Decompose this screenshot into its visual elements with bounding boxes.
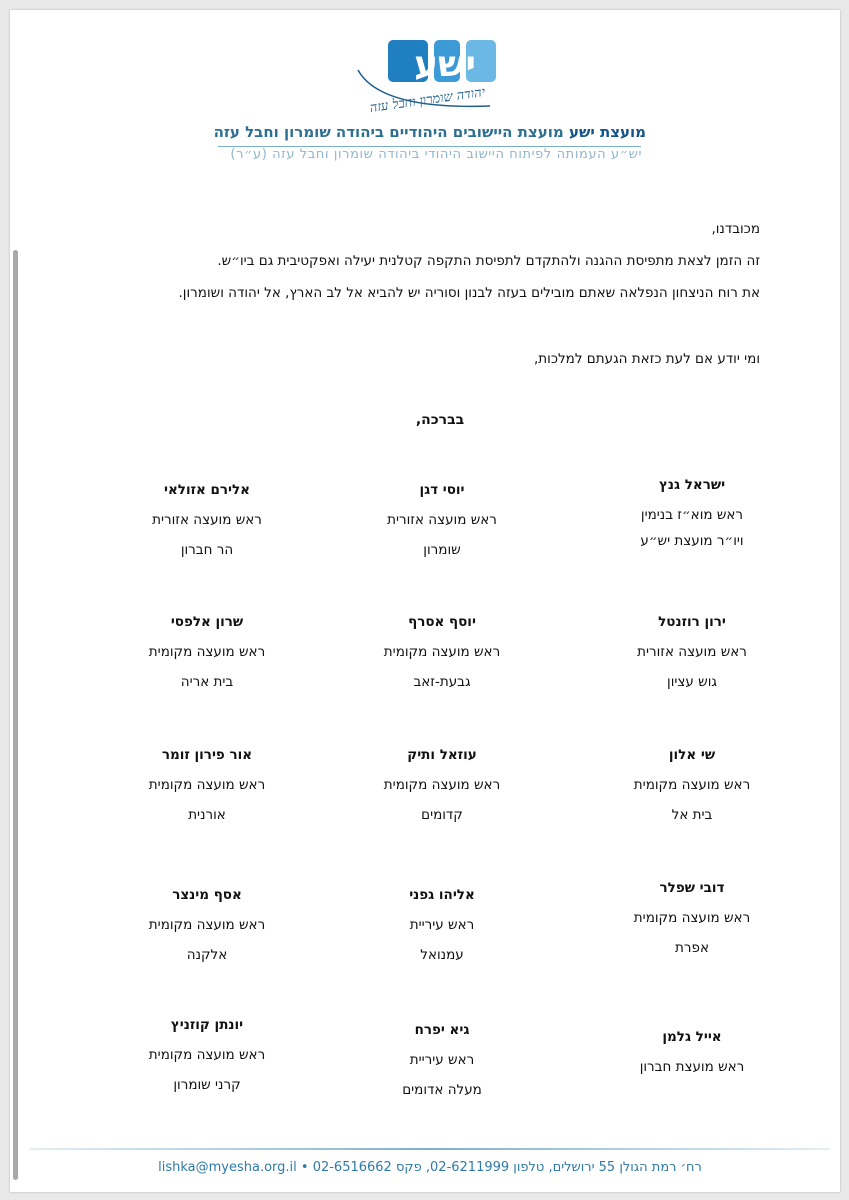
signatory-role: ראש מועצה מקומית: [633, 777, 751, 793]
signatory-role: ראש מועצה מקומית: [383, 644, 501, 660]
signature-block: [342, 885, 542, 965]
signatory-place: מעלה אדומים: [402, 1082, 482, 1098]
signatory-name: שרון אלפסי: [170, 614, 244, 630]
org-brand: מועצת ישע: [568, 123, 646, 141]
signature-block: [107, 1015, 307, 1095]
footer-divider: [30, 1148, 830, 1150]
paragraph-3: ומי יודע אם לעת כזאת הגעתם למלכות,: [534, 351, 760, 367]
signatory-place: קרני שומרון: [173, 1077, 241, 1093]
signatory-name: אליהו גפני: [409, 887, 475, 903]
footer-contact: רח׳ רמת הגולן 55 ירושלים, טלפון 02-6211999, פקס 02-6516662 • lishka@myesha.org.il: [158, 1160, 702, 1175]
signatory-place: אורנית: [188, 807, 226, 823]
signatory-place: שומרון: [423, 542, 461, 558]
signatory-name: שי אלון: [668, 747, 716, 763]
signatory-name: דובי שפלר: [659, 880, 725, 896]
signatory-place: גוש עציון: [667, 674, 717, 690]
org-name-rest: מועצת היישובים היהודיים ביהודה שומרון וחבל עזה: [213, 123, 564, 141]
signatory-role: ראש מועצה אזורית: [152, 512, 262, 528]
signatory-name: אלירם אזולאי: [163, 482, 251, 498]
signature-block: [592, 745, 792, 825]
signature-block: [592, 475, 792, 551]
signatory-name: יוסי דגן: [419, 482, 465, 498]
signature-block: [342, 612, 542, 692]
signatory-place: קדומים: [421, 807, 463, 823]
signatory-name: אור פירון זומר: [161, 747, 253, 763]
signatory-name: ירון רוזנטל: [658, 614, 726, 630]
yesha-logo: [340, 32, 505, 120]
signatory-role: ראש מועצת חברון: [639, 1059, 745, 1075]
signature-block: [592, 878, 792, 958]
signatory-place: בית אריה: [180, 674, 234, 690]
signature-block: [107, 480, 307, 560]
signatory-role: ראש מוא״ז בנימין: [640, 507, 744, 523]
signatory-role: ראש מועצה מקומית: [148, 644, 266, 660]
signatory-role: ראש מועצה מקומית: [633, 910, 751, 926]
signature-block: [342, 480, 542, 560]
signatory-role: ראש עיריית: [409, 917, 475, 933]
signature-block: [107, 612, 307, 692]
signatory-role: ראש מועצה מקומית: [148, 777, 266, 793]
paragraph-1: זה הזמן לצאת מתפיסת ההגנה ולהתקדם לתפיסת התקפה קטלנית יעילה ואפקטיבית גם ביו״ש.: [217, 253, 760, 269]
signatory-name: ישראל גנץ: [658, 477, 726, 493]
signatory-place: הר חברון: [180, 542, 234, 558]
signatory-name: יונתן קוזניץ: [170, 1017, 244, 1033]
signatory-name: אייל גלמן: [662, 1029, 722, 1045]
logo-subtitle: יהודה שומרון וחבל עזה: [368, 85, 487, 117]
signature-block: [107, 885, 307, 965]
greeting: מכובדנו,: [711, 221, 760, 237]
signature-block: [592, 612, 792, 692]
letter-page: [10, 10, 840, 1192]
scrollbar[interactable]: [13, 250, 18, 1180]
signatory-name: אסף מינצר: [172, 887, 242, 903]
signatory-role: ראש מועצה מקומית: [383, 777, 501, 793]
org-subtitle: יש״ע העמותה לפיתוח היישוב היהודי ביהודה שומרון וחבל עזה (ע״ר): [230, 147, 642, 162]
signature-block: [592, 1027, 792, 1077]
signatory-role: ראש מועצה מקומית: [148, 917, 266, 933]
signatory-place: עמנואל: [420, 947, 464, 963]
signatory-role: ראש עיריית: [409, 1052, 475, 1068]
signature-block: [107, 745, 307, 825]
signature-block: [342, 1020, 542, 1100]
signatory-place: ויו״ר מועצת יש״ע: [640, 533, 744, 549]
signatory-role: ראש מועצה אזורית: [637, 644, 747, 660]
logo-text: ישע: [414, 44, 476, 85]
paragraph-2: את רוח הניצחון הנפלאה שאתם מובילים בעזה לבנון וסוריה יש להביא אל לב הארץ, אל יהודה ושומרון.: [178, 285, 760, 301]
signatory-place: אלקנה: [186, 947, 228, 963]
signatory-name: עוזאל ותיק: [407, 747, 477, 763]
signatory-name: יוסף אסרף: [408, 614, 476, 630]
closing: בברכה,: [415, 412, 465, 428]
signatory-name: גיא יפרח: [414, 1022, 470, 1038]
signature-block: [342, 745, 542, 825]
signatory-role: ראש מועצה מקומית: [148, 1047, 266, 1063]
signatory-place: בית אל: [671, 807, 713, 823]
signatory-role: ראש מועצה אזורית: [387, 512, 497, 528]
org-name-line: [200, 123, 646, 141]
signatory-place: אפרת: [675, 940, 709, 956]
signatory-place: גבעת-זאב: [413, 674, 471, 690]
